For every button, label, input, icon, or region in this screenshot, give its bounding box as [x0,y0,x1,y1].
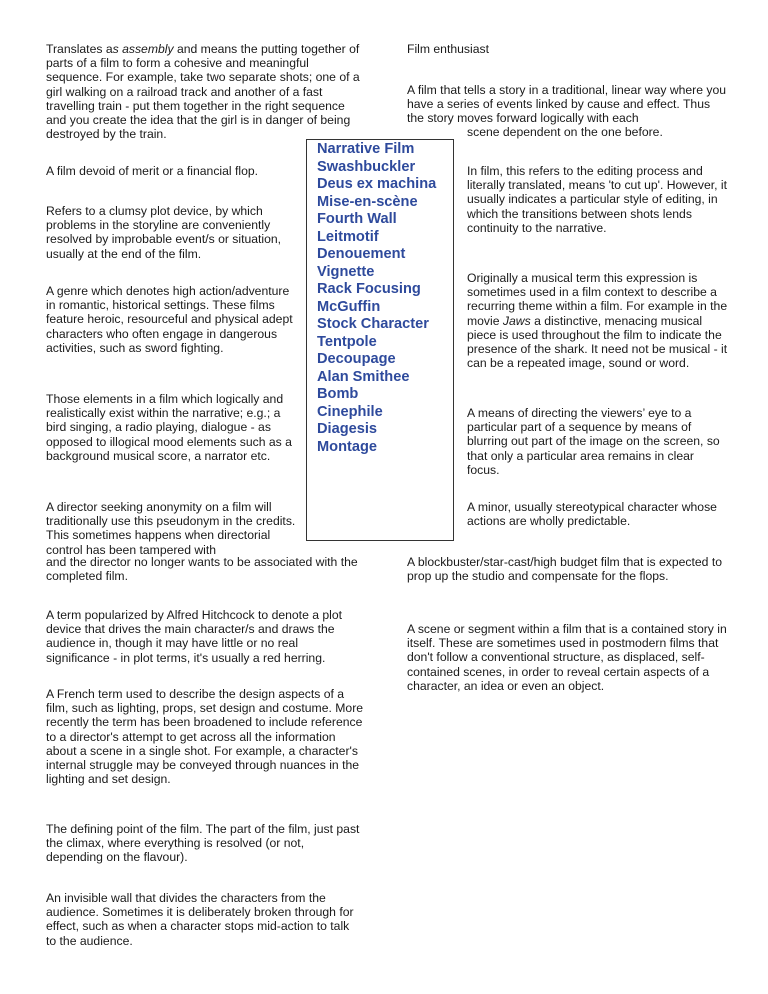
word-bank-list [317,141,436,456]
term-narrative-film: Narrative Film [317,141,415,157]
definition-decoupage: In film, this refers to the editing process and literally translated, means 'to cut up'. However, it usually indicates a particular style of editing, in which the transitions between shots lends continuity to the narrative. [467,164,728,235]
definition-mcguffin: A term popularized by Alfred Hitchcock to denote a plot device that drives the main character/s and draws the audience in, though it may have little or no real significance - in plot terms, it's usually a red herring. [46,608,343,665]
definition-bomb: A film devoid of merit or a financial flop. [46,164,259,178]
term-bomb: Bomb [317,386,359,402]
term-alan-smithee: Alan Smithee [317,368,410,385]
definition-rack-focusing: A means of directing the viewers’ eye to a particular part of a sequence by means of blurring out part of the image on the screen, so that only a particular area remains in clear focus. [467,406,720,477]
term-mise-en-scene: Mise-en-scène [317,193,418,210]
definition-tentpole: A blockbuster/star-cast/high budget film that is expected to prop up the studio and compensate for the flops. [407,555,723,584]
term-diagesis: Diagesis [317,421,378,437]
term-cinephile: Cinephile [317,403,383,420]
term-leitmotif: Leitmotif [317,228,379,245]
term-deus-ex-machina: Deus ex machina [317,176,437,192]
term-stock-character: Stock Character [317,316,429,332]
term-denouement: Denouement [317,246,406,262]
definition-narrative-film-part1: A film that tells a story in a traditional, linear way where you have a series of events linked by cause and effect. Thus the story moves forward logically with each [407,83,727,126]
term-vignette: Vignette [317,263,375,280]
definition-deus-ex-machina: Refers to a clumsy plot device, by which problems in the storyline are conveniently resolved by improbable event/s or situation, usually at the end of the film. [46,204,282,261]
definition-diagesis: Those elements in a film which logically and realistically exist within the narrative; e.g.; a bird singing, a radio playing, dialogue - as opposed to illogical mood elements such as a background musical score, a narrator etc. [46,392,292,463]
term-decoupage: Decoupage [317,351,396,367]
definition-cinephile: Film enthusiast [407,42,489,56]
term-fourth-wall: Fourth Wall [317,211,397,227]
definition-denouement: The defining point of the film. The part of the film, just past the climax, where everything is resolved (or not, depending on the flavour). [46,822,360,865]
definition-fourth-wall: An invisible wall that divides the characters from the audience. Sometimes it is deliberately broken through for effect, such as when a character stops mid-action to talk to the audience. [46,891,354,948]
word-bank-box [306,139,454,541]
term-mcguffin: McGuffin [317,298,381,315]
definition-alan-smithee-part2: and the director no longer wants to be associated with the completed film. [46,555,358,584]
term-swashbuckler: Swashbuckler [317,158,416,175]
definition-alan-smithee-part1: A director seeking anonymity on a film will traditionally use this pseudonym in the credits. This sometimes happens when directorial control has been tampered with [46,500,296,557]
term-rack-focusing: Rack Focusing [317,281,421,297]
definition-vignette: A scene or segment within a film that is a contained story in itself. These are sometimes used in postmodern films that don't follow a conventional structure, as displaced, self-contained scenes, in order to reveal certain aspects of a character, an idea or even an object. [407,622,727,693]
definition-swashbuckler: A genre which denotes high action/adventure in romantic, historical settings. These films feature heroic, resourceful and physical adept characters who often engage in dangerous activities, such as sword fighting. [46,284,293,355]
definition-narrative-film-part2: scene dependent on the one before. [467,125,663,139]
definition-leitmotif: Originally a musical term this expression is sometimes used in a film context to describe a recurring theme within a film. For example in the movie Jaws a distinctive, menacing musical piece is used throughout the film to indicate the presence of the shark. It need not be musical - it can be a repeated image, sound or word. [467,271,728,371]
definition-stock-character: A minor, usually stereotypical character whose actions are wholly predictable. [467,500,717,529]
term-tentpole: Tentpole [317,333,377,350]
definition-montage: Translates as assembly and means the putting together of parts of a film to form a cohesive and meaningful sequence. For example, take two separate shots; one of a girl walking on a railroad track and another of a fast travelling train - put them together in the right sequence and you create the idea that the girl is in danger of being destroyed by the train. [46,42,360,142]
definition-mise-en-scene: A French term used to describe the design aspects of a film, such as lighting, props, set design and costume. More recently the term has been broadened to include reference to a director's attempt to get across all the information about a scene in a single shot. For example, a character's internal struggle may be conveyed through nuances in the lighting and set design. [46,687,364,787]
term-montage: Montage [317,438,377,455]
